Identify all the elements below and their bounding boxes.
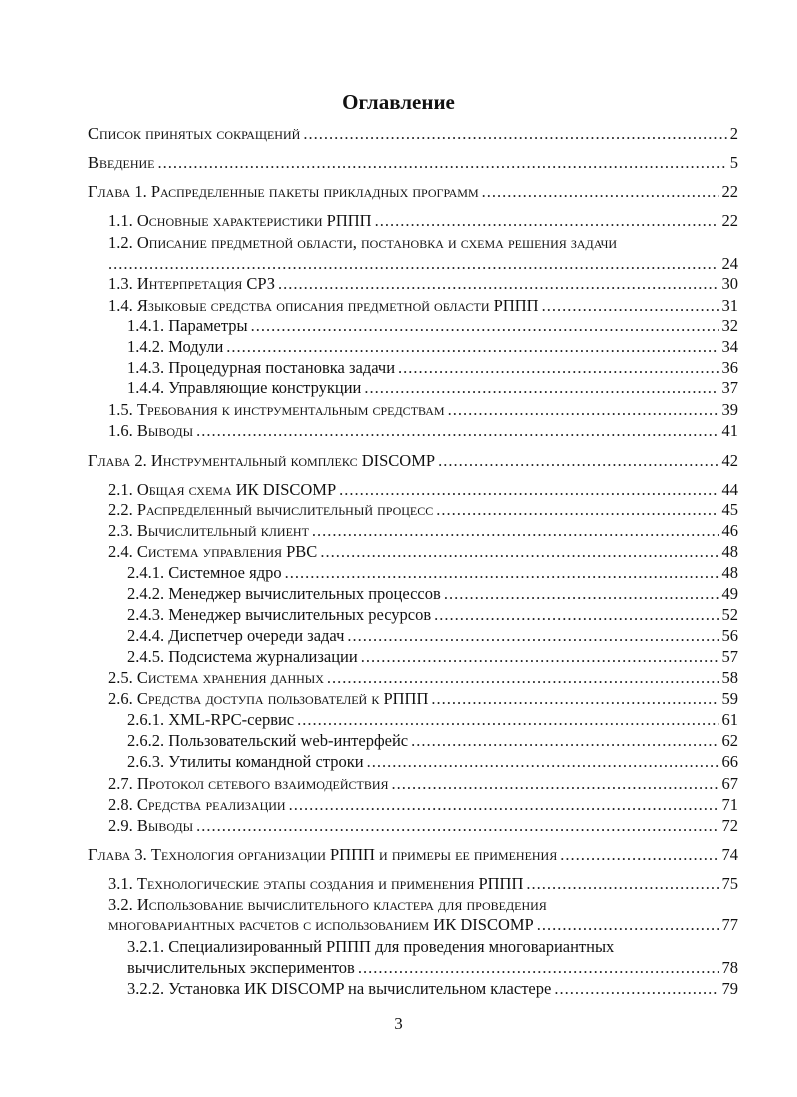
toc-entry[interactable] [108,668,738,688]
dot-leader [312,521,719,541]
toc-entry[interactable] [127,337,738,357]
toc-entry[interactable] [88,153,738,173]
toc-entry[interactable] [108,542,738,562]
toc-entry-page: 31 [721,296,738,315]
dot-leader [398,358,718,378]
dot-leader [448,400,719,420]
dot-leader [411,731,718,751]
dot-leader [251,316,719,336]
toc-entry-label: 2.3. Вычислительный клиент [108,521,309,540]
toc-entry-page: 44 [721,480,738,499]
dot-leader [196,421,718,441]
toc-chapter-entry[interactable] [88,451,738,471]
toc-entry-page: 59 [721,689,738,708]
toc-entry[interactable] [108,421,738,441]
toc-entry-page: 75 [721,874,738,893]
toc-entry-page: 78 [721,958,738,977]
toc-entry[interactable] [108,500,738,520]
toc-entry-label: 2.6.3. Утилиты командной строки [127,752,364,771]
toc-entry-label: 2.2. Распределенный вычислительный процесс [108,500,434,519]
toc-entry-label: 2.8. Средства реализации [108,795,286,814]
toc-entry-label: Глава 3. Технология организации РППП и примеры ее применения [88,845,558,864]
toc-entry-label: 2.4.2. Менеджер вычислительных процессов [127,584,441,603]
dot-leader [375,211,719,231]
dot-leader [438,451,718,471]
toc-chapter-entry[interactable] [88,182,738,202]
dot-leader [434,605,718,625]
dot-leader [297,710,718,730]
dot-leader [285,563,719,583]
toc-entry[interactable] [127,584,738,604]
dot-leader [436,500,718,520]
dot-leader [196,816,718,836]
toc-entry-label: 3.2.2. Установка ИК DISCOMP на вычислительном кластере [127,979,552,998]
toc-entry-page: 32 [721,316,738,335]
toc-entry-page: 79 [721,979,738,998]
toc-entry-label-line1[interactable]: 3.2.1. Специализированный РППП для проведения многовариантных [127,937,615,956]
toc-entry-page: 30 [721,274,738,293]
toc-entry-page: 36 [721,358,738,377]
toc-entry-label: Глава 1. Распределенные пакеты прикладных программ [88,182,479,201]
toc-entry-label: многовариантных расчетов с использованием ИК DISCOMP [108,915,534,934]
toc-entry[interactable] [108,274,738,294]
toc-entry[interactable] [108,689,738,709]
toc-entry-label: 2.1. Общая схема ИК DISCOMP [108,480,337,499]
toc-entry[interactable] [108,774,738,794]
toc-entry-label: 1.3. Интерпретация СРЗ [108,274,275,293]
toc-entry[interactable] [108,480,738,500]
dot-leader [482,182,719,202]
dot-leader [226,337,718,357]
toc-entry-page: 71 [721,795,738,814]
toc-entry-label: 2.5. Система хранения данных [108,668,324,687]
dot-leader [108,254,719,274]
toc-entry[interactable] [127,710,738,730]
toc-entry-page: 72 [721,816,738,835]
toc-entry[interactable] [108,795,738,815]
dot-leader [278,274,719,294]
toc-entry-label: 1.4.3. Процедурная постановка задачи [127,358,396,377]
toc-entry-page: 2 [729,124,738,143]
dot-leader [158,153,727,173]
toc-entry-page: 48 [721,542,738,561]
toc-entry-page: 24 [721,254,738,273]
dot-leader [289,795,719,815]
toc-entry-page: 22 [721,182,738,201]
toc-entry-label: 1.4.1. Параметры [127,316,248,335]
toc-entry-label: 1.6. Выводы [108,421,194,440]
toc-entry-label: 2.4.4. Диспетчер очереди задач [127,626,345,645]
toc-entry-label: 2.4.3. Менеджер вычислительных ресурсов [127,605,432,624]
dot-leader [542,296,719,316]
toc-entry-label: 2.4. Система управления РВС [108,542,318,561]
toc-entry[interactable] [108,915,738,935]
toc-entry-page: 37 [721,378,738,397]
toc-entry-page: 61 [721,710,738,729]
dot-leader [339,480,718,500]
dot-leader [560,845,718,865]
toc-entry[interactable] [108,296,738,316]
toc-entry-label-line1[interactable]: 1.2. Описание предметной области, постановка и схема решения задачи [108,233,618,252]
toc-entry[interactable] [127,316,738,336]
page-title: Оглавление [342,90,455,114]
dot-leader [526,874,718,894]
dot-leader [358,958,719,978]
toc-entry[interactable] [127,647,738,667]
toc-entry[interactable] [127,378,738,398]
page-number: 3 [394,1014,403,1033]
toc-entry-page: 22 [721,211,738,230]
toc-entry-label: Введение [88,153,155,172]
toc-entry[interactable] [108,211,738,231]
dot-leader [554,979,718,999]
toc-entry[interactable] [108,400,738,420]
dot-leader [537,915,719,935]
toc-entry-page: 45 [721,500,738,519]
toc-entry-label: вычислительных экспериментов [127,958,355,977]
toc-entry[interactable] [127,731,738,751]
toc-entry-label: 2.4.1. Системное ядро [127,563,282,582]
toc-entry-page: 49 [721,584,738,603]
toc-entry[interactable] [108,521,738,541]
toc-entry-page: 57 [721,647,738,666]
toc-entry-label: 1.4. Языковые средства описания предметной области РППП [108,296,539,315]
toc-entry-label: 1.1. Основные характеристики РППП [108,211,372,230]
toc-entry[interactable] [108,816,738,836]
toc-entry-page: 58 [721,668,738,687]
toc-entry-label: 2.6.1. XML-RPC-сервис [127,710,295,729]
toc-entry-label: 1.5. Требования к инструментальным средствам [108,400,445,419]
toc-entry-page: 41 [721,421,738,440]
toc-entry-page: 56 [721,626,738,645]
toc-entry-page: 5 [729,153,738,172]
dot-leader [327,668,719,688]
toc-entry-label: 1.4.4. Управляющие конструкции [127,378,362,397]
toc-entry-page: 48 [721,563,738,582]
toc-entry-page: 77 [721,915,738,934]
toc-entry[interactable] [127,958,738,978]
toc-entry-label: 1.4.2. Модули [127,337,224,356]
toc-entry-label: Список принятых сокращений [88,124,301,143]
toc-entry-label: 3.1. Технологические этапы создания и применения РППП [108,874,524,893]
toc-chapter-entry[interactable] [88,845,738,865]
toc-entry-page: 39 [721,400,738,419]
toc-entry-label: 2.9. Выводы [108,816,194,835]
toc-entry-label: 2.7. Протокол сетевого взаимодействия [108,774,389,793]
toc-entry[interactable] [127,979,738,999]
toc-entry[interactable] [127,605,738,625]
toc-entry-page: 66 [721,752,738,771]
toc-entry-label: Глава 2. Инструментальный комплекс DISCOMP [88,451,436,470]
toc-entry[interactable] [108,254,738,274]
dot-leader [431,689,718,709]
dot-leader [392,774,719,794]
dot-leader [303,124,726,144]
toc-entry-label: 2.6. Средства доступа пользователей к РППП [108,689,429,708]
toc-entry[interactable] [127,358,738,378]
toc-entry-label-line1[interactable]: 3.2. Использование вычислительного кластера для проведения [108,895,547,914]
dot-leader [320,542,718,562]
toc-entry-page: 52 [721,605,738,624]
toc-entry-page: 34 [721,337,738,356]
toc-entry-page: 42 [721,451,738,470]
dot-leader [364,378,718,398]
toc-entry-page: 74 [721,845,738,864]
toc-entry[interactable] [127,626,738,646]
dot-leader [361,647,719,667]
dot-leader [367,752,719,772]
dot-leader [347,626,718,646]
toc-entry-page: 62 [721,731,738,750]
dot-leader [444,584,719,604]
toc-entry-label: 2.6.2. Пользовательский web-интерфейс [127,731,409,750]
toc-entry[interactable] [88,124,738,144]
toc-entry-page: 46 [721,521,738,540]
toc-entry[interactable] [127,752,738,772]
toc-entry[interactable] [108,874,738,894]
toc-entry-page: 67 [721,774,738,793]
toc-entry[interactable] [127,563,738,583]
toc-entry-label: 2.4.5. Подсистема журнализации [127,647,358,666]
